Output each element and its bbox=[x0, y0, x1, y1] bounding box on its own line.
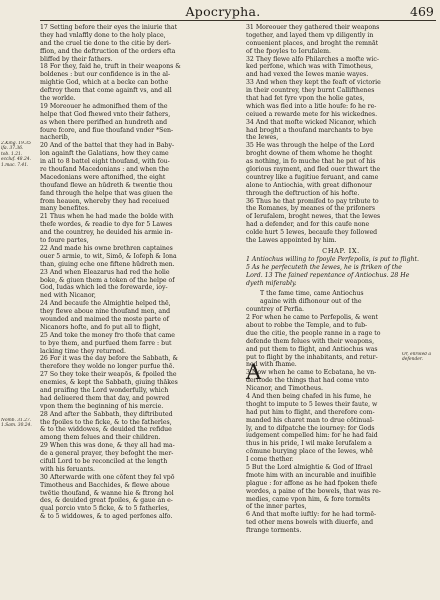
verse-line: 24 And becaufe the Almightie helped thē, bbox=[40, 300, 171, 308]
verse-line: manded his charet man to drue cōtinual- bbox=[246, 416, 375, 424]
verse-line: that had fet fyre vpon the holie gates, bbox=[246, 95, 365, 103]
chapter-argument-line: Lord. 13 The fained repentance of Antiochus. 28 He bbox=[246, 271, 410, 279]
verse-line: and put them to flight, and Antiochus was bbox=[246, 345, 378, 353]
verse-line: boldenes : but our confidence is in the al- bbox=[40, 71, 171, 79]
verse-line: together, and layed them vp diligently in bbox=[246, 31, 374, 39]
verse-line: fmote him with an incurable and inuifible bbox=[246, 471, 377, 479]
verse-line: againe with difhonour out of the bbox=[260, 298, 362, 306]
verse-line: ked perfone, which was with Timotheus, bbox=[246, 63, 373, 71]
verse-line: 27 So they toke their weapōs, & fpoiled the bbox=[40, 371, 177, 379]
verse-line: of Ierufalem, broght newes, that the Iewes bbox=[246, 213, 381, 221]
verse-line: they flewe aboue nine thoufand men, and bbox=[40, 308, 171, 316]
margin-note-line: ifa. 37.36. bbox=[1, 146, 24, 152]
verse-line: 23 And when Eleazarus had red the holie bbox=[40, 268, 170, 276]
verse-line: 21 Thus when he had made the bolde with bbox=[40, 213, 174, 221]
verse-line: and had vexed the Iewes manie wayes. bbox=[246, 71, 369, 79]
verse-line: from heauen, whereby they had receiued bbox=[40, 197, 170, 205]
verse-line: 19 Moreouer he admonifhed them of the bbox=[40, 102, 168, 110]
verse-line: des, & deuided great fpoiles, & gaue an e- bbox=[40, 497, 173, 505]
verse-line: & to 5 widdowes, & to aged perfones alfo. bbox=[40, 513, 173, 521]
verse-line: cōmune burying place of the Iewes, whē bbox=[246, 448, 373, 456]
verse-line: to bye them, and purfued them farre : but bbox=[40, 339, 172, 347]
verse-line: 28 And after the Sabbath, they diftributed bbox=[40, 410, 173, 418]
verse-line: qual porcio vnto 5 ficke, & to 5 fatherles, bbox=[40, 505, 170, 513]
running-title: Apocrypha. bbox=[185, 4, 261, 19]
verse-line: deftroy them that come againft vs, and all bbox=[40, 87, 172, 95]
right-text-column bbox=[246, 24, 436, 535]
verse-line: Timotheus and Bacchides, & flewe aboue bbox=[40, 481, 170, 489]
margin-note-right bbox=[402, 352, 439, 363]
verse-line: ffion, and the deftruction of the orders efta bbox=[40, 47, 176, 55]
verse-line: bliffed by their fathers. bbox=[40, 55, 113, 63]
verse-line: of the fpoyles to Ierufalem. bbox=[246, 47, 332, 55]
verse-line: derftode the things that had come vnto bbox=[246, 377, 369, 385]
verse-line: 3 Now when he came to Ecbatana, he vn- bbox=[246, 369, 377, 377]
verse-line: to foure partes, bbox=[40, 237, 89, 245]
verse-line: foure fcore, and fiue thoufand vnder *Sen- bbox=[40, 126, 174, 134]
verse-line: T the fame time, came Antiochus bbox=[260, 290, 364, 298]
verse-line: cifull Lord to be reconciled at the length bbox=[40, 457, 168, 465]
verse-line: 33 And when they kept the feaft of victorie bbox=[246, 79, 381, 87]
verse-line: 18 For they, faid he, truft in their weapons & bbox=[40, 63, 181, 71]
verse-line: ly, and to difpatche the iourney: for Gods bbox=[246, 424, 375, 432]
verse-line: 32 They flewe alfo Philarches a mofte wic- bbox=[246, 55, 379, 63]
verse-line: about to robbe the Temple, and to fub- bbox=[246, 321, 368, 329]
chapter-argument-line: dyeth miferably. bbox=[246, 279, 297, 287]
verse-line: glorious rayment, and fled ouer thwart the bbox=[246, 166, 381, 174]
verse-line: and the cruel tie done to the citie by deri- bbox=[40, 39, 172, 47]
verse-line: wordes, a paine of the bowels, that was re- bbox=[246, 487, 381, 495]
chapter-argument-line: 5 As he perfecuteth the Iewes, he is ftriken of the bbox=[246, 263, 402, 271]
verse-line: re thoufand Macedonians : and when the bbox=[40, 166, 169, 174]
verse-line: thoufand flewe an hūdreth & twentie thou bbox=[40, 181, 173, 189]
verse-line: with his feruants. bbox=[40, 465, 96, 473]
margin-note-line: eccluf. 48.24. bbox=[1, 157, 31, 163]
verse-line: twētie thoufand, & wanne hie & ftrong hol bbox=[40, 489, 174, 497]
verse-line: 17 Setting before their eyes the iniurie that bbox=[40, 24, 178, 31]
verse-line: 5 But the Lord almightie & God of Ifrael bbox=[246, 463, 373, 471]
chapter-argument-line: 1 Antiochus willing to fpoyle Perfepolis, is put to flight. bbox=[246, 255, 419, 263]
verse-line: countrey of Perfia. bbox=[246, 306, 304, 314]
verse-line: the Iewes, bbox=[246, 134, 279, 142]
verse-line: had put him to flight, and therefore com- bbox=[246, 408, 375, 416]
verse-line: Nicanors hofte, and fo put all to flight, bbox=[40, 323, 161, 331]
verse-line: in all to 8 battel eight thoufand, with fou- bbox=[40, 158, 170, 166]
verse-line: plague : for affone as he had fpoken thefe bbox=[246, 479, 378, 487]
verse-line: the Lawes appointed by him. bbox=[246, 237, 337, 245]
margin-note-line: Nomb. 31.27. bbox=[1, 418, 32, 423]
verse-line: as nothing, in fo muche that he put of his bbox=[246, 158, 376, 166]
verse-line: thus in his pride, I wil make Ierufalem a bbox=[246, 440, 372, 448]
left-text-column bbox=[40, 24, 240, 521]
verse-line: ouer 5 armie, to wit, Simō, & Iofeph & Iona bbox=[40, 252, 177, 260]
verse-line: 6 And that mofte iuftly: for he had tormē- bbox=[246, 511, 377, 519]
verse-line: many benefites. bbox=[40, 205, 90, 213]
verse-line: 35 He was through the helpe of the Lord bbox=[246, 142, 375, 150]
verse-line: 34 And that mofte wicked Nicanor, which bbox=[246, 118, 377, 126]
verse-line: than, giuing eche one fiftene hūdreth men. bbox=[40, 260, 175, 268]
margin-note-line: 2.King. 19.35 bbox=[1, 141, 31, 146]
verse-line: Macedonians were aftonifhed, the eight bbox=[40, 173, 166, 181]
drop-cap: A bbox=[246, 360, 262, 384]
verse-line: 29 When this was done, & they all had ma- bbox=[40, 442, 175, 450]
verse-line: had deliuered them that day, and powred bbox=[40, 394, 170, 402]
verse-line: enemies, & kept the Sabbath, giuing thākes bbox=[40, 379, 178, 387]
verse-line: and the countrey, he deuided his armie in- bbox=[40, 229, 173, 237]
verse-line: ned with Nicanor, bbox=[40, 292, 96, 300]
verse-line: had broght a thoufand marchants to bye bbox=[246, 126, 373, 134]
verse-line: 30 Afterwarde with one cōfent they fel vpō bbox=[40, 473, 175, 481]
page-number: 469 bbox=[410, 4, 434, 19]
margin-note-references-2 bbox=[1, 418, 39, 429]
verse-line: iudgement compelled him: for he had faid bbox=[246, 432, 378, 440]
verse-line: de a general prayer, they befoght the mer- bbox=[40, 450, 174, 458]
verse-line: vpon them the beginning of his mercie. bbox=[40, 402, 164, 410]
margin-note-line: Or, enroled a bbox=[402, 352, 432, 357]
margin-note-line: 1.Sam. 30.24. bbox=[1, 423, 32, 429]
verse-line: & to the widdowes, & deuided the refidue bbox=[40, 426, 172, 434]
verse-line: in their countrey, they burnt Callifthenes bbox=[246, 87, 375, 95]
verse-line: put to flight by the inhabitants, and retur- bbox=[246, 353, 378, 361]
verse-line: alone to Antiochia, with great difhonour bbox=[246, 181, 372, 189]
verse-line: ted other mens bowels with diuerfe, and bbox=[246, 519, 374, 527]
verse-line: thefe wordes, & readie to dye for 5 Lawes bbox=[40, 221, 173, 229]
margin-note-references-1 bbox=[1, 141, 39, 168]
verse-line: the Romanes, by meanes of the prifoners bbox=[246, 205, 376, 213]
verse-line: nacherib, bbox=[40, 134, 70, 142]
verse-line: and praifing the Lord wonderfully, which bbox=[40, 386, 169, 394]
verse-line: among them felues and their children. bbox=[40, 434, 161, 442]
verse-line: medies, came vpon him, & fore tormēts bbox=[246, 495, 371, 503]
verse-line: the fpoiles to the ficke, & to the fatherles, bbox=[40, 418, 172, 426]
verse-line: Nicanor, and Timotheus. bbox=[246, 385, 324, 393]
verse-line: lacking time they returned. bbox=[40, 347, 126, 355]
verse-line: ned with fhame. bbox=[246, 361, 297, 369]
verse-line: defende them felues with their weapons, bbox=[246, 337, 375, 345]
verse-line: the worlde. bbox=[40, 95, 76, 103]
margin-note-line: 1.mac. 7.41. bbox=[1, 162, 29, 168]
chapter-heading: CHAP. IX. bbox=[322, 247, 360, 255]
verse-line: had a defender, and for this caufe none bbox=[246, 221, 370, 229]
header-rule bbox=[40, 20, 436, 21]
verse-line: 22 And made his owne brethren captaines bbox=[40, 244, 173, 252]
verse-line: colde hurt 5 Iewes, becaufe they followed bbox=[246, 229, 378, 237]
verse-line: mightie God, which at a becke can bothe bbox=[40, 79, 169, 87]
verse-line: 36 Thus he that promifed to pay tribute to bbox=[246, 197, 379, 205]
verse-line: I come thether. bbox=[246, 456, 294, 464]
verse-line: fand through the helpe that was giuen the bbox=[40, 189, 173, 197]
verse-line: wounded and maimed the moste parte of bbox=[40, 315, 169, 323]
verse-line: countrey like a fugitiue feruant, and came bbox=[246, 173, 379, 181]
verse-line: ftrange torments. bbox=[246, 527, 302, 535]
verse-line: helpe that God fhewed vnto their fathers, bbox=[40, 110, 171, 118]
margin-note-line: tob. 1.21. bbox=[1, 151, 23, 157]
verse-line: ceiued a rewarde mete for his wickednes. bbox=[246, 110, 378, 118]
verse-line: as when there perifhed an hundreth and bbox=[40, 118, 168, 126]
verse-line: 2 For when he came to Perfepolis, & went bbox=[246, 314, 378, 322]
verse-line: boke, & giuen them a token of the helpe of bbox=[40, 276, 175, 284]
verse-line: thoght to impute to 5 Iewes their faute, w bbox=[246, 400, 378, 408]
verse-line: 31 Moreouer they gathered their weapons bbox=[246, 24, 380, 31]
verse-line: therefore they wolde no longer purfue thē. bbox=[40, 363, 175, 371]
verse-line: 25 And toke the money fro thofe that came bbox=[40, 331, 175, 339]
margin-note-line: defender. bbox=[402, 357, 423, 363]
verse-line: conuenient places, and broght the remnāt bbox=[246, 39, 379, 47]
verse-line: which was fled into a litle houfe: fo he re- bbox=[246, 102, 377, 110]
verse-line: broght downe of them whome he thoght bbox=[246, 150, 373, 158]
verse-line: 4 And then being chafed in his fume, he bbox=[246, 392, 372, 400]
verse-line: due the citie, the people ranne in a rage to bbox=[246, 329, 381, 337]
verse-line: 20 And of the battel that they had in Baby- bbox=[40, 142, 175, 150]
verse-line: they had vnlaffly done to the holy place, bbox=[40, 31, 166, 39]
verse-line: God, Iudas which led the forewarde, ioy- bbox=[40, 284, 168, 292]
verse-line: 26 For it was the day before the Sabbath, & bbox=[40, 355, 178, 363]
verse-line: lon againft the Galatians, how they came bbox=[40, 150, 169, 158]
verse-line: of the inner partes, bbox=[246, 503, 307, 511]
verse-line: through the deftruction of his hofte. bbox=[246, 189, 360, 197]
